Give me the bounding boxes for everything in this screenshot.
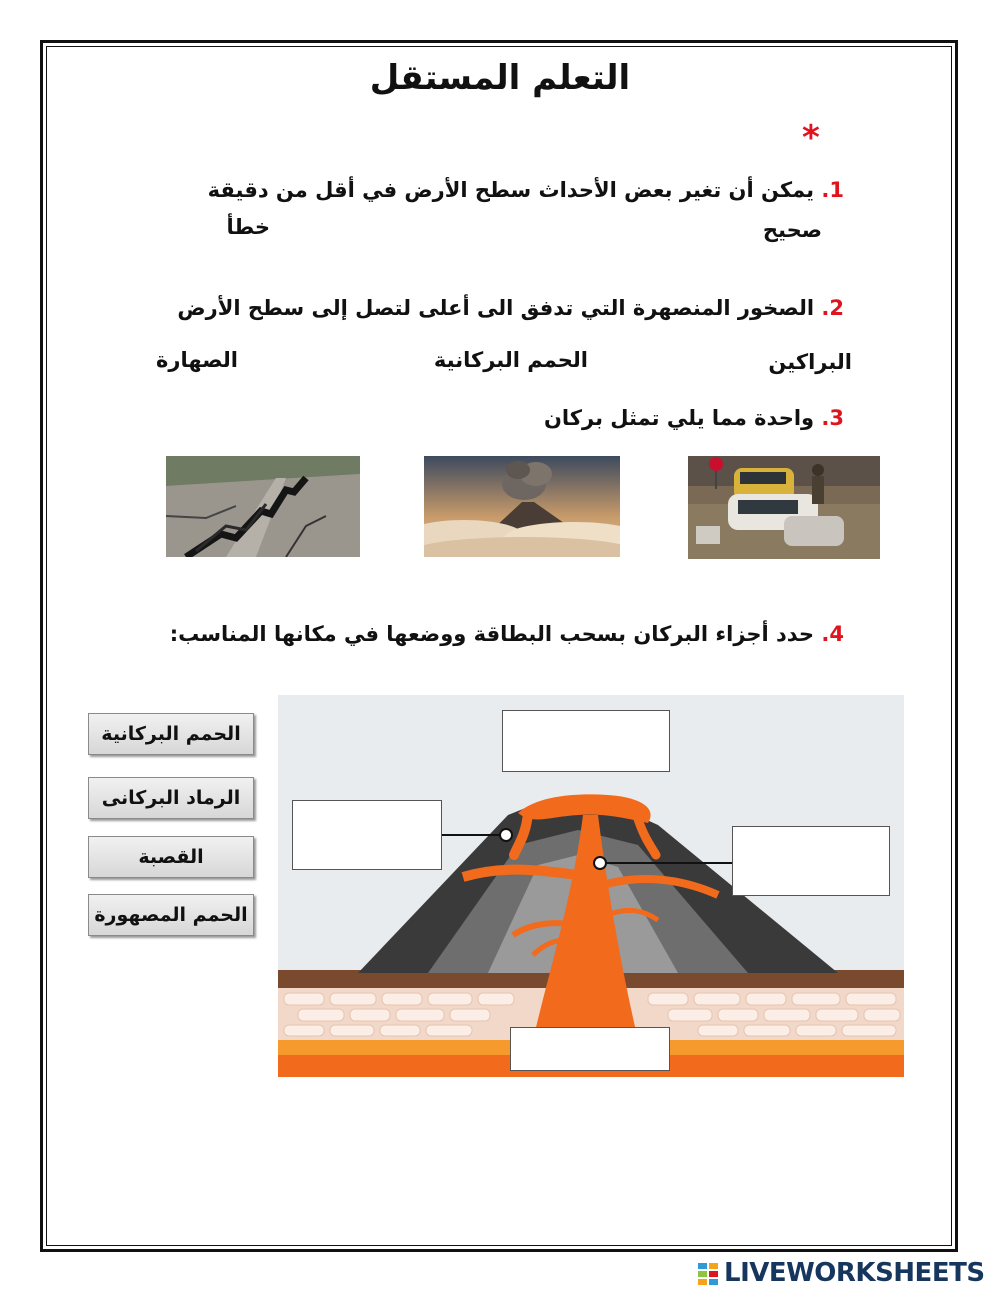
required-star: * — [802, 118, 820, 158]
liveworksheets-logo-icon — [698, 1262, 718, 1284]
drop-zone-top[interactable] — [502, 710, 670, 772]
option-false[interactable]: خطأ — [226, 215, 270, 239]
question-text: يمكن أن تغير بعض الأحداث سطح الأرض في أقل من دقيقة — [207, 178, 815, 202]
question-3 — [544, 406, 844, 430]
drag-card-vent[interactable]: القصبة — [88, 836, 254, 878]
question-number: 2. — [821, 296, 844, 320]
option-true[interactable]: صحيح — [762, 218, 822, 242]
question-text: حدد أجزاء البركان بسحب البطاقة ووضعها في مكانها المناسب: — [169, 622, 815, 646]
drop-zone-right[interactable] — [732, 826, 890, 896]
question-2 — [177, 296, 844, 320]
question-number: 3. — [821, 406, 844, 430]
drop-zone-left[interactable] — [292, 800, 442, 870]
drag-card-molten-lava[interactable]: الحمم المصهورة — [88, 894, 254, 936]
cracked-road-earthquake-photo[interactable] — [166, 456, 360, 557]
option-volcanoes[interactable]: البراكين — [768, 350, 852, 374]
drag-card-volcanic-ash[interactable]: الرماد البركانى — [88, 777, 254, 819]
erupting-volcano-photo[interactable] — [424, 456, 620, 557]
liveworksheets-brand[interactable] — [698, 1258, 985, 1288]
volcano-diagram — [278, 695, 904, 1077]
question-number: 1. — [821, 178, 844, 202]
question-4 — [170, 622, 844, 646]
question-text: واحدة مما يلي تمثل بركان — [544, 406, 815, 430]
question-1 — [208, 178, 844, 202]
option-magma[interactable]: الصهارة — [155, 348, 238, 372]
drop-zone-bottom[interactable] — [510, 1027, 670, 1071]
brand-name: LIVEWORKSHEETS — [724, 1258, 985, 1288]
page-title: التعلم المستقل — [369, 58, 631, 98]
question-number: 4. — [821, 622, 844, 646]
flooded-street-photo[interactable] — [688, 456, 880, 559]
drag-card-volcanic-lava[interactable]: الحمم البركانية — [88, 713, 254, 755]
option-lava[interactable]: الحمم البركانية — [433, 348, 588, 372]
question-text: الصخور المنصهرة التي تدفق الى أعلى لتصل إلى سطح الأرض — [177, 296, 815, 320]
